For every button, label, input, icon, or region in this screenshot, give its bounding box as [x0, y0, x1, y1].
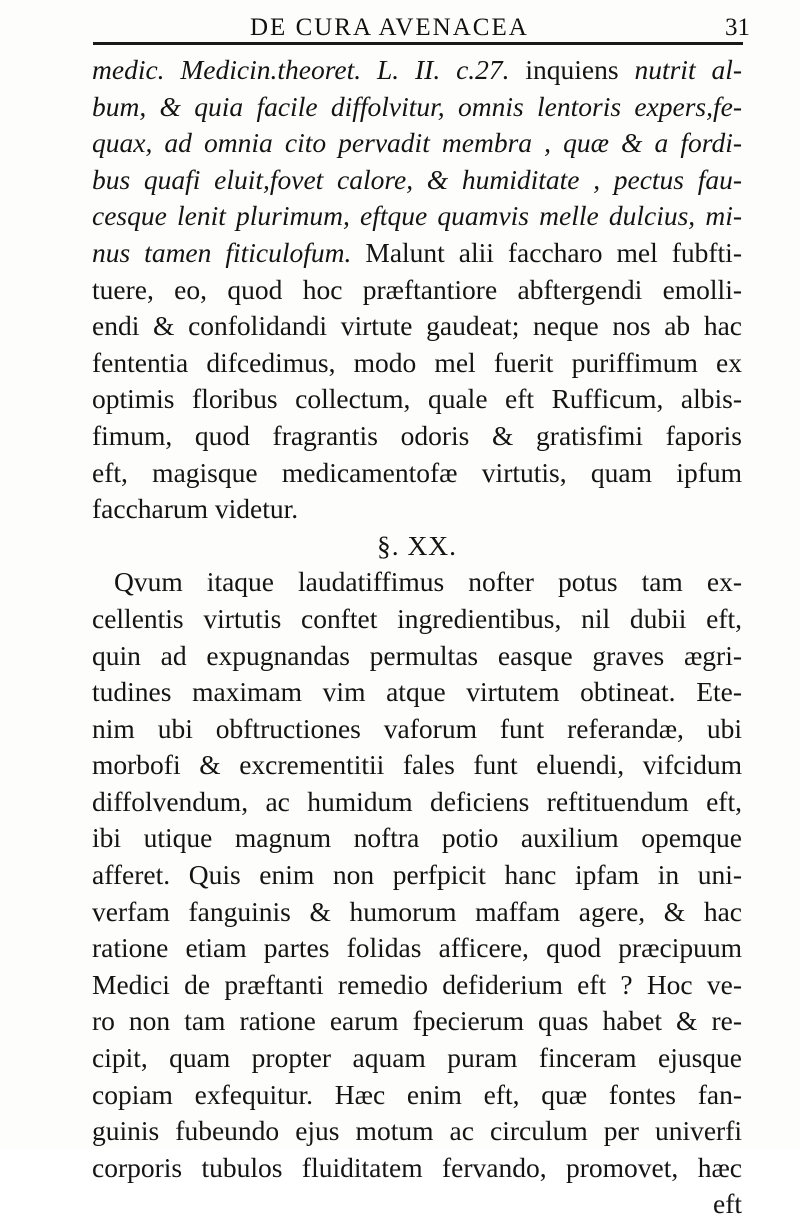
text-segment: quin ad expugnandas permultas easque graves ægri-: [92, 639, 742, 671]
text-segment: tudines maximam vim atque virtutem obtineat. Ete-: [92, 676, 742, 708]
italic-text-segment: quax, ad omnia cito pervadit membra , quæ & a fordi-: [92, 127, 742, 159]
text-line: [92, 491, 742, 528]
italic-text-segment: bum, & quia facile diffolvitur, omnis lentoris expers,fe-: [92, 90, 742, 122]
running-head: [190, 14, 750, 44]
text-line: [92, 272, 742, 309]
text-segment: Malunt alii faccharo mel fubfti-: [365, 236, 742, 268]
text-segment: ratione etiam partes folidas afficere, quod præcipuum: [92, 932, 742, 964]
text-segment: corporis tubulos fluiditatem fervando, promovet, hæc: [92, 1151, 742, 1183]
text-segment: tuere, eo, quod hoc præftantiore abftergendi emolli-: [92, 273, 742, 305]
text-line: [92, 1150, 742, 1187]
text-segment: cellentis virtutis conftet ingredientibus, nil dubii eft,: [92, 602, 742, 634]
text-line: [92, 89, 742, 126]
text-segment: fententia difcedimus, modo mel fuerit puriffimum ex: [92, 346, 742, 378]
text-segment: faccharum videtur.: [92, 493, 299, 525]
section-heading: [92, 528, 742, 565]
text-segment: ibi utique magnum noftra potio auxilium opemque: [92, 822, 742, 854]
text-line: [92, 1113, 742, 1150]
text-segment: diffolvendum, ac humidum deficiens reftituendum eft,: [92, 785, 742, 817]
text-line: [92, 308, 742, 345]
text-line: [92, 1186, 742, 1223]
text-segment: morbofi & excrementitii fales funt eluendi, vifcidum: [92, 749, 742, 781]
text-segment: verfam fanguinis & humorum maffam agere, & hac: [92, 895, 742, 927]
text-segment: eft: [712, 1188, 742, 1220]
text-line: [92, 638, 742, 675]
text-segment: inquiens: [525, 54, 635, 85]
text-line: [92, 711, 742, 748]
text-line: [92, 235, 742, 272]
text-line: [92, 1003, 742, 1040]
text-segment: afferet. Quis enim non perfpicit hanc ipfam in uni-: [92, 859, 742, 891]
text-line: [92, 857, 742, 894]
italic-text-segment: bus quafi eluit,fovet calore, & humiditate , pectus fau-: [92, 163, 742, 195]
text-segment: copiam exfequitur. Hæc enim eft, quæ fontes fan-: [92, 1078, 742, 1110]
text-line: [92, 967, 742, 1004]
text-line: [92, 418, 742, 455]
italic-text-segment: cesque lenit plurimum, eftque quamvis melle dulcius, mi-: [92, 200, 742, 232]
text-line: [92, 1040, 742, 1077]
text-segment: fimum, quod fragrantis odoris & gratisfimi faporis: [92, 419, 742, 451]
text-line: [92, 198, 742, 235]
italic-text-segment: nus tamen fiticulofum.: [92, 236, 366, 268]
text-line: [92, 564, 742, 601]
italic-text-segment: nutrit al-: [634, 54, 743, 85]
text-segment: Qvum itaque laudatiffimus nofter potus tam ex-: [114, 566, 742, 598]
header-rule: [93, 42, 743, 45]
text-line: [92, 601, 742, 638]
page-number: 31: [725, 14, 750, 41]
text-segment: nim ubi obftructiones vaforum funt referandæ, ubi: [92, 712, 742, 744]
text-segment: endi & confolidandi virtute gaudeat; neque nos ab hac: [92, 310, 742, 342]
text-line: [92, 381, 742, 418]
text-line: [92, 52, 742, 89]
text-line: [92, 784, 742, 821]
text-line: [92, 455, 742, 492]
text-segment: cipit, quam propter aquam puram finceram ejusque: [92, 1042, 742, 1074]
text-segment: §. XX.: [376, 529, 458, 561]
text-line: [92, 674, 742, 711]
text-segment: guinis fubeundo ejus motum ac circulum per univerfi: [92, 1115, 742, 1147]
text-line: [92, 820, 742, 857]
text-line: [92, 930, 742, 967]
text-line: [92, 894, 742, 931]
text-segment: ro non tam ratione earum fpecierum quas habet & re-: [92, 1005, 742, 1037]
body-text: [92, 52, 742, 1223]
text-line: [92, 125, 742, 162]
italic-text-segment: medic. Medicin.theoret. L. II. c.27.: [92, 54, 526, 85]
text-line: [92, 747, 742, 784]
text-segment: Medici de præftanti remedio defiderium eft ? Hoc ve-: [92, 968, 742, 1000]
running-title: DE CURA AVENACEA: [250, 14, 529, 41]
text-segment: eft, magisque medicamentofæ virtutis, quam ipfum: [92, 456, 742, 488]
text-segment: optimis floribus collectum, quale eft Rufficum, albis-: [92, 383, 742, 415]
text-line: [92, 345, 742, 382]
text-line: [92, 162, 742, 199]
text-line: [92, 1077, 742, 1114]
